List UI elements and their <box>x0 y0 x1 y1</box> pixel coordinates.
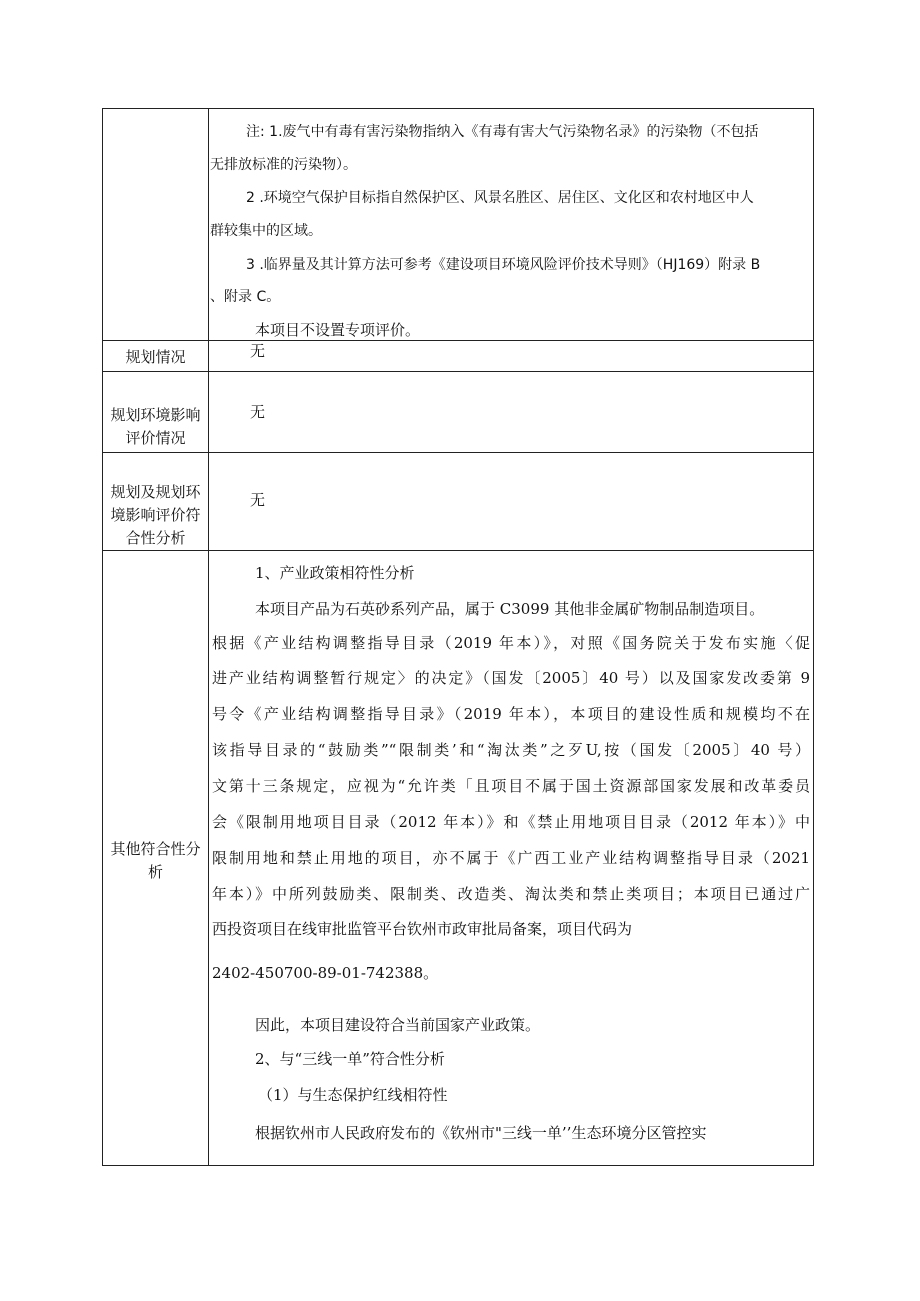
column-divider <box>208 108 209 1166</box>
paragraph-line: 号令《产业结构调整指导目录》（2019 年本），本项目的建设性质和规模均不在 <box>212 705 810 723</box>
planning-label: 规划情况 <box>125 348 186 366</box>
note-2-line-1: 2 .环境空气保护目标指自然保护区、风景名胜区、居住区、文化区和农村地区中人 <box>246 190 754 206</box>
row-divider <box>102 550 814 551</box>
conformity-label-line-2: 境影响评价符 <box>110 506 201 524</box>
planning-eia-label-line-2: 评价情况 <box>125 429 186 447</box>
row-divider <box>102 371 814 372</box>
note-2-line-2: 群较集中的区域。 <box>210 223 322 239</box>
paragraph-line: 会《限制用地项目目录（2012 年本）》和《禁止用地项目目录（2012 年本）》中 <box>212 813 810 831</box>
planning-eia-value: 无 <box>250 403 266 421</box>
note-3-line-2: 、附录 C。 <box>210 289 281 305</box>
paragraph-line: 西投资项目在线审批监管平台钦州市政审批局备案，项目代码为 <box>212 920 633 938</box>
note-1-line-1: 注: 1.废气中有毒有害污染物指纳入《有毒有害大气污染物名录》的污染物（不包括 <box>246 124 759 140</box>
conformity-label-line-1: 规划及规划环 <box>110 483 201 501</box>
paragraph-line: 本项目产品为石英砂系列产品，属于 C3099 其他非金属矿物制品制造项目。 <box>255 600 765 618</box>
conformity-label-line-3: 合性分析 <box>125 529 186 547</box>
paragraph-line: 文第十三条规定，应视为“允许类「且项目不属于国土资源部国家发展和改革委员 <box>212 777 810 795</box>
other-label-line-2: 析 <box>147 863 163 881</box>
row-divider <box>102 452 814 453</box>
planning-eia-label-line-1: 规划环境影响 <box>110 406 201 424</box>
planning-value: 无 <box>250 342 266 360</box>
project-code: 2402-450700-89-01-742388。 <box>212 964 439 982</box>
paragraph-line: 年本）》中所列鼓励类、限制类、改造类、淘汰类和禁止类项目；本项目已通过广 <box>212 885 810 903</box>
paragraph-line: 限制用地和禁止用地的项目，亦不属于《广西工业产业结构调整指导目录（2021 <box>212 849 810 867</box>
note-1-line-2: 无排放标准的污染物）。 <box>210 157 357 173</box>
paragraph-line: 该指导目录的“鼓励类”“限制类’和“淘汰类”之歹U,按（国发〔2005〕40 号） <box>212 741 810 759</box>
paragraph-line: 根据《产业结构调整指导目录（2019 年本）》，对照《国务院关于发布实施〈促 <box>212 634 810 652</box>
other-label-line-1: 其他符合性分 <box>110 840 201 858</box>
section-heading-three-lines: 2、与“三线一单”符合性分析 <box>255 1050 445 1068</box>
row-divider <box>102 340 814 341</box>
policy-conclusion: 因此，本项目建设符合当前国家产业政策。 <box>255 1016 541 1034</box>
note-3-line-1: 3 .临界量及其计算方法可参考《建设项目环境风险评价技术导则》（HJ169）附录 B <box>246 257 761 273</box>
conformity-value: 无 <box>250 491 266 509</box>
subsection-heading-ecological-redline: （1）与生态保护红线相符性 <box>258 1086 448 1104</box>
special-evaluation-text: 本项目不设置专项评价。 <box>255 321 421 339</box>
paragraph-line: 根据钦州市人民政府发布的《钦州市"三线一单’’生态环境分区管控实 <box>255 1124 707 1142</box>
paragraph-line: 进产业结构调整暂行规定〉的决定》（国发〔2005〕40 号）以及国家发改委第 9 <box>212 669 810 687</box>
section-heading-industry-policy: 1、产业政策相符性分析 <box>255 564 415 582</box>
